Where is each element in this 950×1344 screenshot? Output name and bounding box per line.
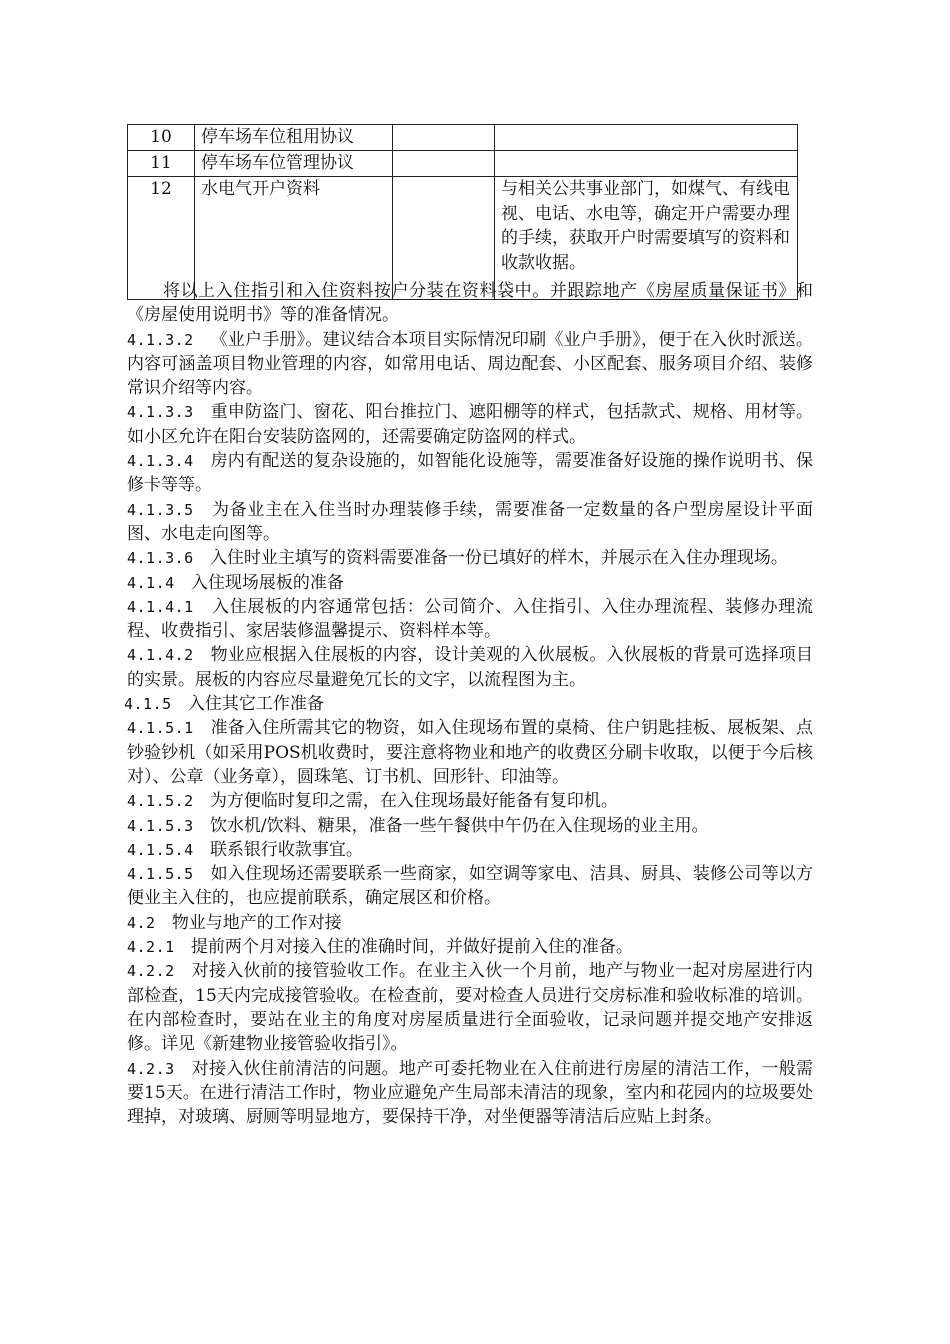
section-4-1-3-6 bbox=[127, 546, 813, 570]
section-text: 《业户手册》。建议结合本项目实际情况印刷《业户手册》，便于在入伙时派送。内容可涵盖项目物业管理的内容，如常用电话、周边配套、小区配套、服务项目介绍、装修常识介绍等内容。 bbox=[127, 329, 814, 399]
heading-4-2 bbox=[127, 911, 813, 935]
section-text: 重申防盗门、窗花、阳台推拉门、遮阳棚等的样式，包括款式、规格、用材等。如小区允许在阳台安装防盗网的，还需要确定防盗网的样式。 bbox=[127, 402, 814, 447]
section-number: 4.1.5.5 bbox=[127, 865, 194, 884]
section-number: 4.1.3.2 bbox=[127, 330, 194, 349]
section-number: 4.1.4 bbox=[127, 573, 175, 592]
section-text: 物业应根据入住展板的内容，设计美观的入伙展板。入伙展板的背景可选择项目的实景。展板的内容应尽量避免冗长的文字，以流程图为主。 bbox=[127, 645, 814, 690]
row-item-name: 停车场车位租用协议 bbox=[195, 125, 393, 151]
section-text: 对接入伙住前清洁的问题。地产可委托物业在入住前进行房屋的清洁工作，一般需要15天。在进行清洁工作时，物业应避免产生局部未清洁的现象，室内和花园内的垃圾要处理掉，对玻璃、厨厕等明显地方，要保持干净，对坐便器等清洁后应贴上封条。 bbox=[127, 1058, 813, 1128]
section-4-2-1 bbox=[127, 935, 813, 959]
section-4-1-3-4 bbox=[127, 449, 813, 498]
row-col3 bbox=[393, 125, 495, 151]
section-4-1-5-4 bbox=[127, 838, 813, 862]
section-4-1-4-1 bbox=[127, 595, 813, 644]
section-number: 4.1.5.3 bbox=[127, 816, 194, 835]
section-4-1-3-2 bbox=[127, 328, 813, 401]
heading-4-1-5 bbox=[124, 692, 813, 716]
section-number: 4.1.4.2 bbox=[127, 646, 194, 665]
section-number: 4.1.3.3 bbox=[127, 403, 194, 422]
section-text: 房内有配送的复杂设施的，如智能化设施等，需要准备好设施的操作说明书、保修卡等等。 bbox=[127, 451, 814, 496]
table-row bbox=[128, 125, 798, 151]
paragraph-intro: 将以上入住指引和入住资料按户分装在资料袋中。并跟踪地产《房屋质量保证书》和《房屋使用说明书》等的准备情况。 bbox=[127, 281, 813, 326]
row-number: 10 bbox=[128, 125, 195, 151]
section-4-2-2 bbox=[127, 959, 813, 1056]
row-item-name: 水电气开户资料 bbox=[195, 177, 393, 300]
section-number: 4.1.4.1 bbox=[127, 597, 194, 616]
section-4-1-3-5 bbox=[127, 498, 813, 547]
heading-text: 入住其它工作准备 bbox=[187, 694, 324, 715]
section-number: 4.1.3.4 bbox=[127, 452, 194, 471]
body-text bbox=[124, 279, 814, 1129]
section-text: 为方便临时复印之需，在入住现场最好能备有复印机。 bbox=[209, 791, 618, 812]
heading-4-1-4 bbox=[127, 571, 813, 595]
section-text: 联系银行收款事宜。 bbox=[209, 839, 363, 860]
row-item-name: 停车场车位管理协议 bbox=[195, 151, 393, 177]
section-4-1-3-3 bbox=[127, 400, 813, 449]
section-number: 4.1.5.2 bbox=[127, 792, 194, 811]
table-row bbox=[128, 151, 798, 177]
section-text: 如入住现场还需要联系一些商家，如空调等家电、洁具、厨具、装修公司等以方便业主入住的，也应提前联系，确定展区和价格。 bbox=[127, 864, 814, 909]
section-text: 准备入住所需其它的物资，如入住现场布置的桌椅、住户钥匙挂板、展板架、点钞验钞机（如采用POS机收费时，要注意将物业和地产的收费区分刷卡收取，以便于今后核对）、公章（业务章），圆珠笔、订书机、回形针、印油等。 bbox=[127, 718, 814, 787]
section-number: 4.1.3.5 bbox=[127, 500, 194, 519]
section-number: 4.1.5.1 bbox=[127, 719, 194, 738]
section-text: 入住展板的内容通常包括：公司简介、入住指引、入住办理流程、装修办理流程、收费指引、家居装修温馨提示、资料样本等。 bbox=[127, 596, 814, 642]
row-col3 bbox=[393, 151, 495, 177]
materials-table bbox=[127, 124, 798, 300]
section-number: 4.2.2 bbox=[127, 962, 175, 981]
section-number: 4.2.3 bbox=[127, 1059, 175, 1078]
section-text: 提前两个月对接入住的准确时间，并做好提前入住的准备。 bbox=[190, 937, 633, 958]
section-4-1-5-1 bbox=[127, 716, 813, 789]
section-number: 4.1.5.4 bbox=[127, 840, 194, 859]
section-4-1-4-2 bbox=[127, 643, 813, 692]
row-note bbox=[495, 125, 798, 151]
section-4-1-5-2 bbox=[127, 789, 813, 813]
section-4-2-3 bbox=[127, 1057, 813, 1130]
section-number: 4.1.5 bbox=[124, 695, 172, 714]
row-number: 11 bbox=[128, 151, 195, 177]
row-note: 与相关公共事业部门，如煤气、有线电视、电话、水电等，确定开户需要办理的手续，获取开户时需要填写的资料和收款收据。 bbox=[495, 177, 798, 300]
section-number: 4.2.1 bbox=[127, 938, 175, 957]
heading-text: 入住现场展板的准备 bbox=[190, 572, 344, 593]
section-number: 4.2 bbox=[127, 913, 156, 932]
section-text: 对接入伙前的接管验收工作。在业主入伙一个月前，地产与物业一起对房屋进行内部检查，15天内完成接管验收。在检查前，要对检查人员进行交房标准和验收标准的培训。在内部检查时，要站在业主的角度对房屋质量进行全面验收，记录问题并提交地产安排返修。详见《新建物业接管验收指引》。 bbox=[127, 961, 813, 1055]
row-number: 12 bbox=[128, 177, 195, 300]
section-text: 入住时业主填写的资料需要准备一份已填好的样木，并展示在入住办理现场。 bbox=[209, 548, 788, 569]
section-4-1-5-3 bbox=[127, 814, 813, 838]
section-text: 为备业主在入住当时办理装修手续，需要准备一定数量的各户型房屋设计平面图、水电走向图等。 bbox=[127, 499, 814, 544]
heading-text: 物业与地产的工作对接 bbox=[171, 912, 342, 933]
row-note bbox=[495, 151, 798, 177]
section-4-1-5-5 bbox=[127, 862, 813, 911]
section-number: 4.1.3.6 bbox=[127, 549, 194, 568]
section-text: 饮水机/饮料、糖果，准备一些午餐供中午仍在入住现场的业主用。 bbox=[209, 815, 709, 836]
